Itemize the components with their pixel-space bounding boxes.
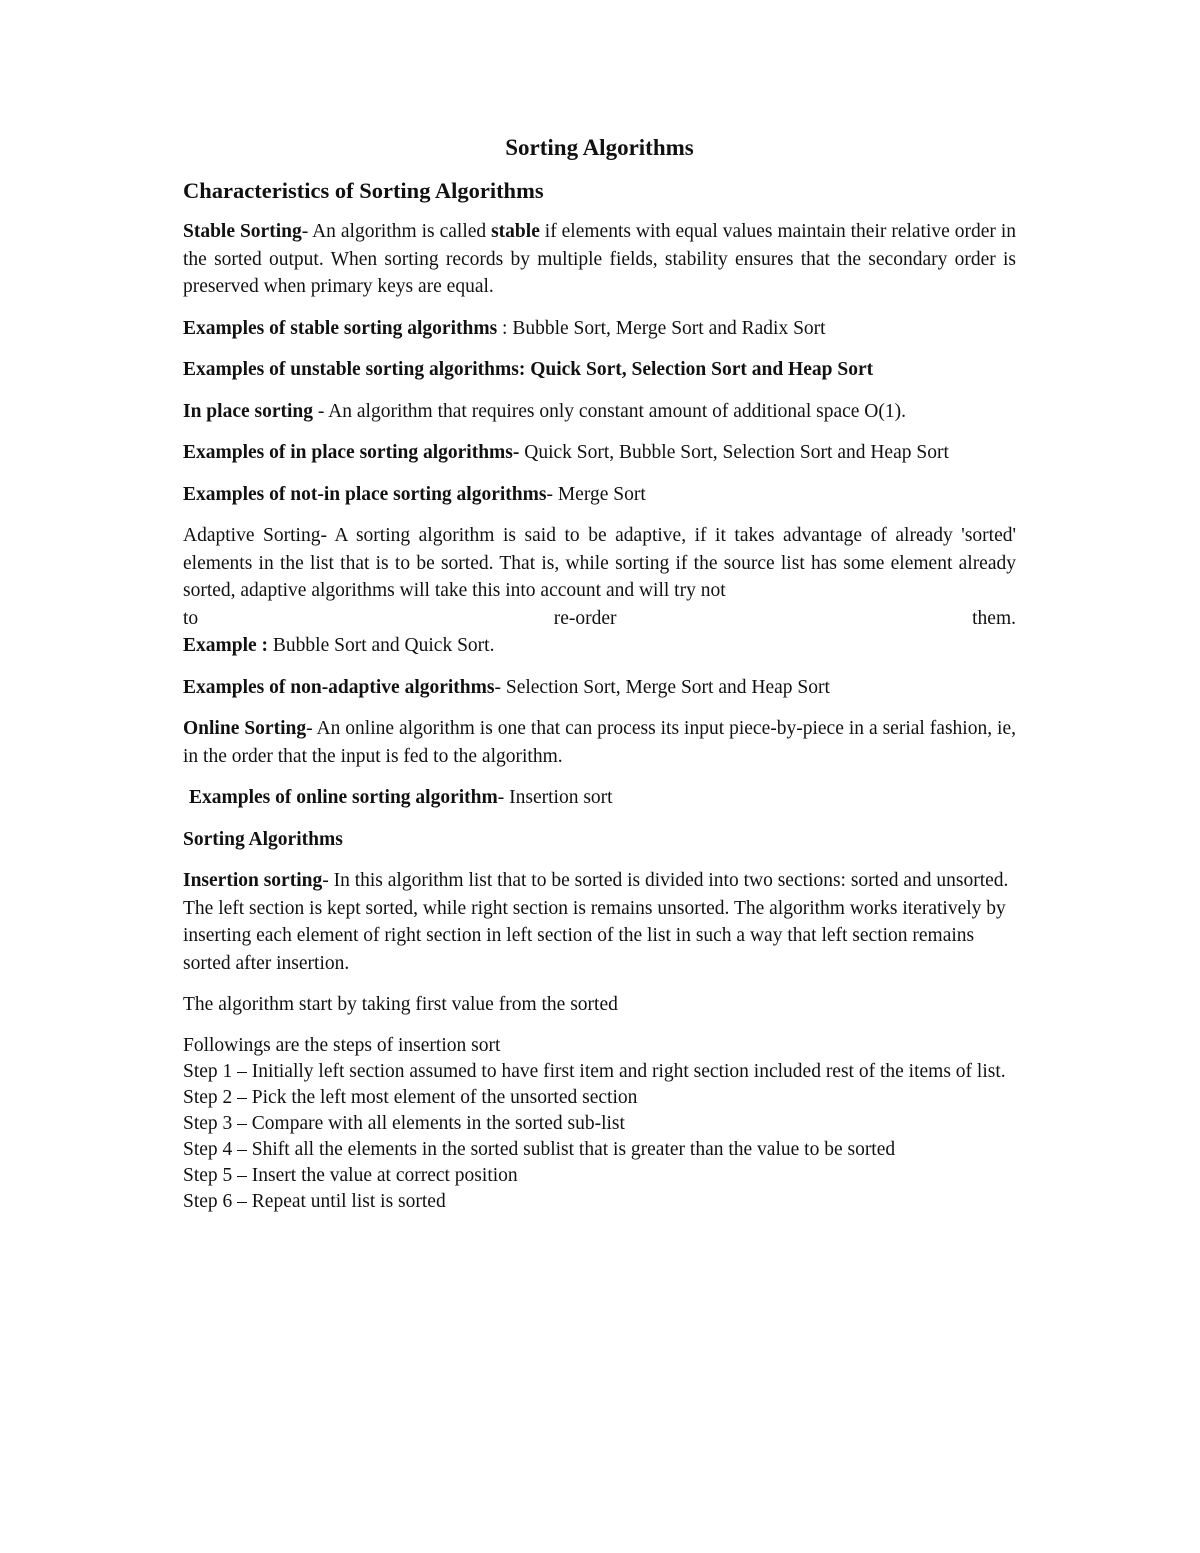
stable-examples-text: : Bubble Sort, Merge Sort and Radix Sort: [497, 317, 826, 339]
in-place-examples-label: Examples of in place sorting algorithms-: [183, 442, 520, 463]
in-place-text: - An algorithm that requires only constant amount of additional space O(1).: [313, 400, 906, 422]
unstable-examples-label: Examples of unstable sorting algorithms: Quick Sort, Selection Sort and Heap Sort: [183, 359, 874, 380]
section-heading: Characteristics of Sorting Algorithms: [183, 178, 544, 203]
step-item: Step 3 – Compare with all elements in the sorted sub-list: [183, 1112, 625, 1134]
step-item: Step 2 – Pick the left most element of the unsorted section: [183, 1086, 638, 1108]
not-in-place-examples-label: Examples of not-in place sorting algorithms: [183, 483, 547, 505]
online-sorting-text: - An online algorithm is one that can process its input piece-by-piece in a serial fashion, ie, in the order that the input is fed to the algorithm.: [183, 718, 1017, 767]
insertion-sorting-paragraph: [183, 867, 1016, 977]
stable-examples-paragraph: [183, 315, 1016, 343]
online-examples-paragraph: [183, 784, 1016, 812]
non-adaptive-examples-paragraph: [183, 674, 1016, 702]
stable-examples-label: Examples of stable sorting algorithms: [183, 317, 498, 339]
online-examples-text: - Insertion sort: [497, 787, 613, 808]
online-sorting-term: Online Sorting: [183, 718, 307, 739]
unstable-examples-paragraph: [183, 356, 1016, 384]
online-sorting-paragraph: [183, 715, 1016, 770]
non-adaptive-examples-text: - Selection Sort, Merge Sort and Heap Sort: [494, 676, 830, 698]
adaptive-example-label: Example :: [183, 635, 269, 656]
in-place-examples-text: Quick Sort, Bubble Sort, Selection Sort and Heap Sort: [519, 442, 949, 463]
stable-sorting-paragraph: [183, 218, 1016, 301]
not-in-place-examples-text: - Merge Sort: [546, 483, 646, 505]
online-examples-label: Examples of online sorting algorithm: [189, 787, 498, 808]
sorting-algorithms-subheading: Sorting Algorithms: [183, 828, 343, 850]
non-adaptive-examples-label: Examples of non-adaptive algorithms: [183, 676, 495, 698]
adaptive-spread-line: [183, 605, 1016, 633]
step-item: Step 4 – Shift all the elements in the sorted sublist that is greater than the value to be sorted: [183, 1138, 896, 1160]
stable-sorting-sep: - An algorithm is called: [301, 221, 492, 242]
stable-sorting-term: Stable Sorting: [183, 221, 302, 242]
step-item: Step 6 – Repeat until list is sorted: [183, 1190, 446, 1212]
page-title: Sorting Algorithms: [505, 135, 694, 160]
adaptive-paragraph: [183, 522, 1016, 660]
adaptive-example-text: Bubble Sort and Quick Sort.: [268, 635, 495, 656]
stable-sorting-text: if elements with equal values maintain their relative order in the sorted output. When sorting records by multiple fields, stability ensures that the secondary order is preserved when primary keys are equal.: [183, 221, 1016, 297]
in-place-term: In place sorting: [183, 400, 314, 422]
steps-intro: Followings are the steps of insertion sort: [183, 1034, 501, 1056]
insertion-sorting-term: Insertion sorting: [183, 870, 323, 891]
adaptive-text: Adaptive Sorting- A sorting algorithm is said to be adaptive, if it takes advantage of already 'sorted' elements in the list that is to be sorted. That is, while sorting if the source list has some element already sorted, adaptive algorithms will take this into account and will try not: [183, 525, 1016, 601]
in-place-paragraph: [183, 398, 1016, 426]
insertion-steps: [183, 1033, 1016, 1215]
algorithm-start-line: The algorithm start by taking first value from the sorted: [183, 994, 618, 1015]
adaptive-example-line: [183, 632, 1016, 660]
step-item: Step 1 – Initially left section assumed to have first item and right section included rest of the items of list.: [183, 1060, 1006, 1082]
in-place-examples-paragraph: [183, 439, 1016, 467]
adaptive-spread-word-2: re-order: [553, 607, 617, 629]
stable-bold-word: stable: [491, 221, 540, 242]
adaptive-spread-word-1: to: [183, 607, 199, 629]
step-item: Step 5 – Insert the value at correct position: [183, 1164, 518, 1186]
not-in-place-examples-paragraph: [183, 481, 1016, 509]
document-page: [183, 132, 1016, 1215]
insertion-sorting-text: - In this algorithm list that to be sorted is divided into two sections: sorted and unsorted. The left section is kept sorted, while right section is remains unsorted. The algorithm works iteratively by inserting each element of right section in left section of the list in such a way that left section remains sorted after insertion.: [183, 870, 1009, 974]
adaptive-spread-word-3: them.: [972, 607, 1016, 629]
